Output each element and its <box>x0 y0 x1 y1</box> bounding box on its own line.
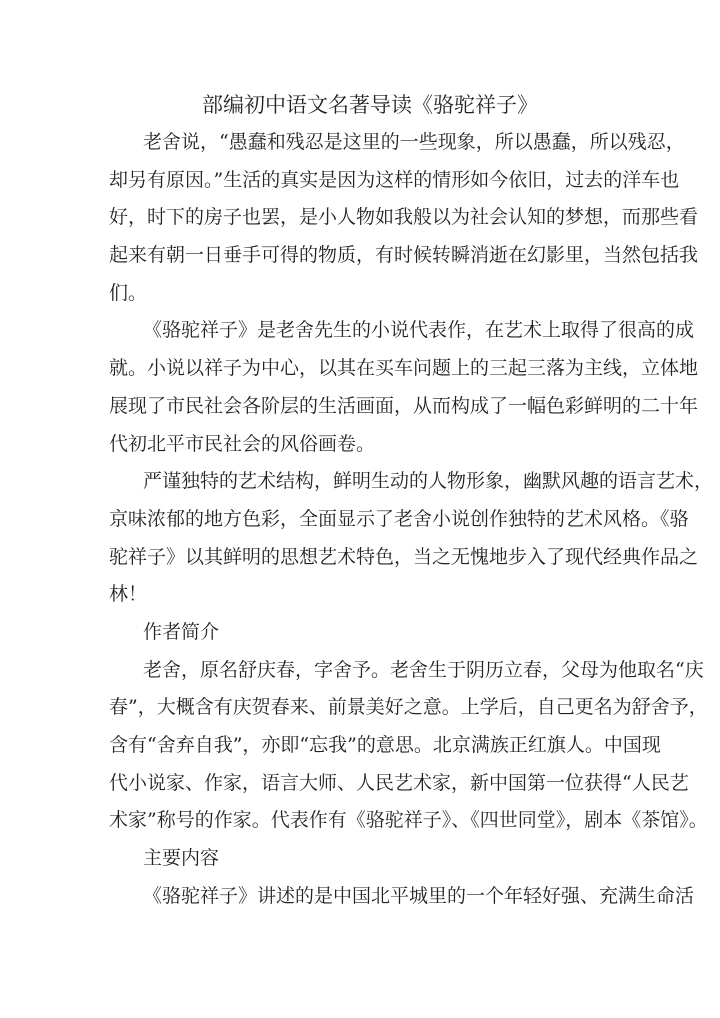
text-line: 好，时下的房子也罢，是小人物如我般以为社会认知的梦想，而那些看 <box>109 206 699 229</box>
text-line: 《骆驼祥子》讲述的是中国北平城里的一个年轻好强、充满生命活 <box>143 884 695 907</box>
paragraph <box>109 312 699 463</box>
text-line: 就。小说以祥子为中心，以其在买车问题上的三起三落为主线，立体地 <box>109 357 699 380</box>
text-line: 展现了市民社会各阶层的生活画面，从而构成了一幅色彩鲜明的二十年 <box>109 394 699 417</box>
text-line: 作者简介 <box>143 620 220 643</box>
paragraph <box>109 463 714 614</box>
text-line: 驼祥子》以其鲜明的思想艺术特色，当之无愧地步入了现代经典作品之 <box>109 545 699 568</box>
section-heading <box>109 614 611 652</box>
document-body <box>109 124 714 915</box>
text-line: 们。 <box>109 281 148 304</box>
text-line: 代小说家、作家，语言大师、人民艺术家，新中国第一位获得“人民艺 <box>109 771 689 794</box>
text-line: 京味浓郁的地方色彩，全面显示了老舍小说创作独特的艺术风格。《骆 <box>109 507 689 530</box>
text-line: 含有“舍弃自我”，亦即“忘我”的意思。北京满族正红旗人。中国现 <box>109 734 661 756</box>
paragraph <box>109 652 708 840</box>
text-line: 起来有朝一日垂手可得的物质，有时候转瞬消逝在幻影里，当然包括我 <box>109 244 699 267</box>
document-title: 部编初中语文名著导读《骆驼祥子》 <box>202 93 538 117</box>
text-line: 春”，大概含有庆贺春来、前景美好之意。上学后，自己更名为舒舍予， <box>109 696 708 719</box>
text-line: 严谨独特的艺术结构，鲜明生动的人物形象，幽默风趣的语言艺术， <box>143 470 714 493</box>
text-line: 主要内容 <box>143 847 220 870</box>
text-line: 却另有原因。”生活的真实是因为这样的情形如今依旧，过去的洋车也 <box>109 168 680 191</box>
text-line: 《骆驼祥子》是老舍先生的小说代表作，在艺术上取得了很高的成 <box>143 319 695 342</box>
text-line: 术家”称号的作家。代表作有《骆驼祥子》、《四世同堂》，剧本《茶馆》。 <box>109 809 708 832</box>
text-line: 老舍，原名舒庆春，字舍予。老舍生于阴历立春，父母为他取名“庆 <box>143 658 704 681</box>
text-line: 老舍说，“愚蠢和残忍是这里的一些现象，所以愚蠢，所以残忍， <box>143 131 685 153</box>
text-line: 代初北平市民社会的风俗画卷。 <box>109 432 376 455</box>
section-heading <box>109 840 611 878</box>
paragraph <box>109 878 695 916</box>
text-line: 林！ <box>109 583 148 606</box>
paragraph <box>109 124 699 312</box>
